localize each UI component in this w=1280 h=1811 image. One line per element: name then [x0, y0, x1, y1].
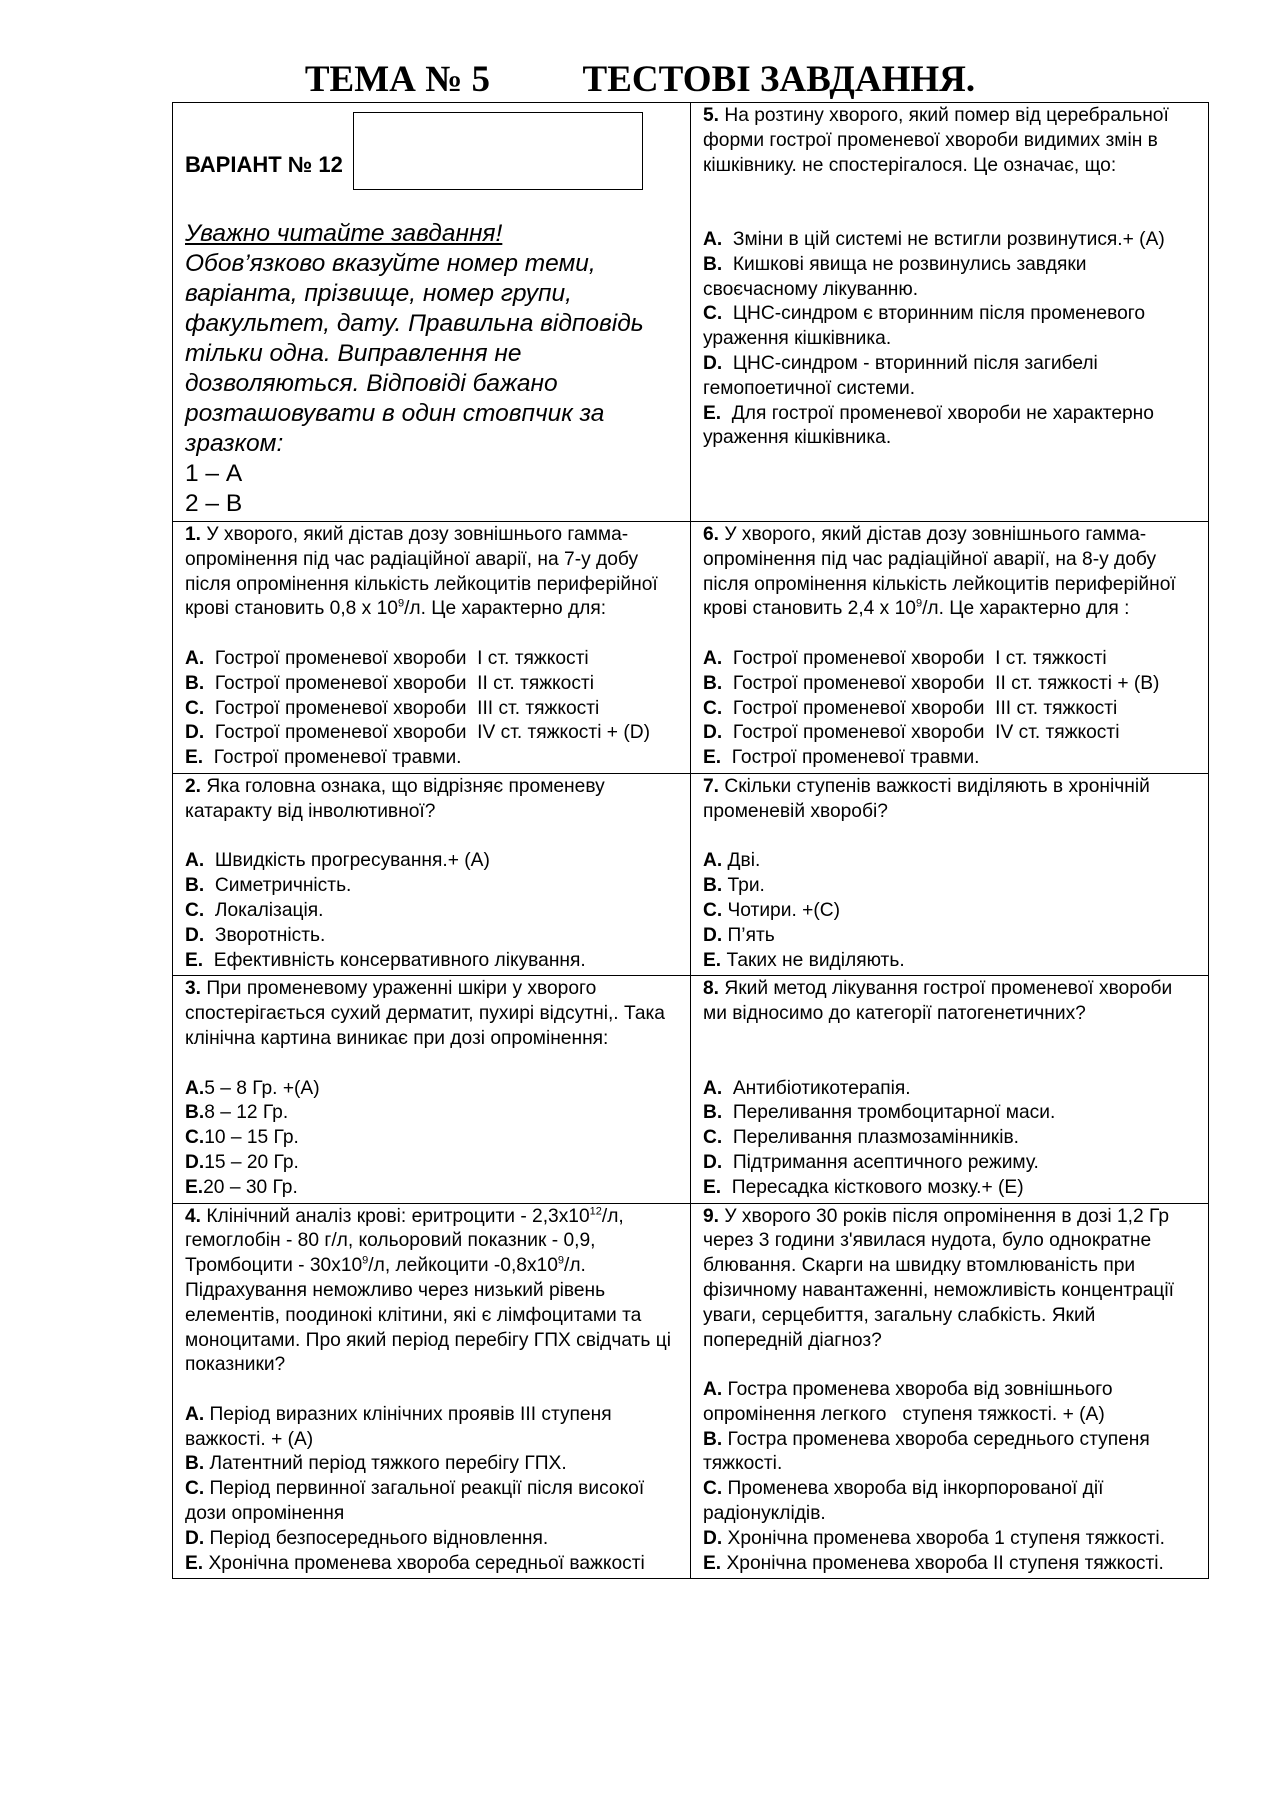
option-text: Для гострої променевої хвороби не характерно ураження кішківника. [703, 402, 1160, 449]
option-text: Переливання плазмозамінників. [722, 1127, 1019, 1149]
option-letter: C. [703, 303, 723, 325]
variant-cell [173, 103, 691, 522]
option-text: Дві. [722, 850, 761, 872]
question-number: 7. [703, 775, 720, 797]
exponent: 9 [915, 598, 923, 610]
options-list [185, 647, 678, 771]
answer-option [185, 1452, 678, 1477]
options-list [185, 1077, 678, 1201]
question-text: Який метод лікування гострої променевої хвороби ми відносимо до категорії патогенетичних? [703, 978, 1173, 1025]
option-letter: D. [185, 722, 205, 744]
answer-option [185, 1403, 678, 1453]
option-text: Період безпосереднього відновлення. [204, 1527, 549, 1549]
option-text: Гострої променевої травми. [721, 747, 980, 769]
option-letter: A. [703, 1077, 723, 1099]
option-text: Латентний період тяжкого перебігу ГПХ. [204, 1453, 567, 1475]
option-text: Гостра променева хвороба від зовнішнього опромінення легкого ступеня тяжкості. + (А) [703, 1379, 1118, 1425]
options-list [703, 1077, 1196, 1201]
answer-option [185, 672, 678, 697]
option-text: Гостра променева хвороба середнього ступеня тяжкості. [703, 1428, 1156, 1475]
option-text: 20 – 30 Гр. [203, 1176, 298, 1198]
option-text: Переливання тромбоцитарної маси. [722, 1102, 1056, 1124]
answer-option [703, 1378, 1196, 1428]
option-letter: A. [185, 1077, 205, 1099]
answer-option [185, 721, 678, 746]
answer-option [185, 1176, 678, 1201]
option-text: Гострої променевої хвороби IV ст. тяжкості + (D) [204, 722, 650, 744]
answer-option [703, 1176, 1196, 1201]
question-text: На розтину хворого, який помер від церебральної форми гострої променевої хвороби видимих змін в кішківнику. не спостерігалося. Це означає, що: [703, 105, 1169, 176]
answer-option [703, 721, 1196, 746]
question-text: Клінічний аналіз крові: еритроцити - 2,3х10 [201, 1205, 590, 1227]
option-text: Симетричність. [204, 875, 352, 897]
question-number: 3. [185, 978, 202, 1000]
question-2 [173, 773, 691, 975]
option-letter: C. [703, 1478, 723, 1500]
option-text: Ефективність консервативного лікування. [203, 949, 586, 971]
option-letter: A. [185, 1403, 205, 1425]
options-list [185, 849, 678, 973]
answer-option [185, 1477, 678, 1527]
answer-option [703, 924, 1196, 949]
option-letter: E. [703, 949, 722, 971]
answer-option [185, 1552, 678, 1577]
option-letter: A. [703, 850, 723, 872]
options-list [703, 1378, 1196, 1576]
option-letter: E. [703, 1552, 722, 1574]
exponent: 9 [362, 1254, 369, 1267]
option-text: Гострої променевої хвороби І ст. тяжкості [722, 647, 1107, 669]
answer-option [185, 1101, 678, 1126]
option-letter: D. [703, 722, 723, 744]
answer-option [185, 1126, 678, 1151]
option-text: Гострої променевої хвороби ІІ ст. тяжкості + (В) [722, 672, 1160, 694]
table-row [173, 976, 1209, 1203]
answer-option [703, 1428, 1196, 1478]
question-number: 2. [185, 775, 202, 797]
option-letter: C. [703, 1127, 723, 1149]
sample-line: 1 – А [185, 460, 243, 487]
option-letter: C. [185, 899, 205, 921]
option-text: Гострої променевої хвороби IV ст. тяжкості [722, 722, 1120, 744]
instructions [185, 219, 678, 459]
option-text: Променева хвороба від інкорпорованої дії радіонуклідів. [703, 1478, 1109, 1525]
answer-option [185, 924, 678, 949]
answer-option [703, 949, 1196, 974]
answer-option [703, 1101, 1196, 1126]
option-text: Чотири. +(С) [722, 899, 840, 921]
options-list [703, 849, 1196, 973]
option-letter: E. [703, 747, 722, 769]
answer-option [703, 1126, 1196, 1151]
option-text: ЦНС-синдром - вторинний після загибелі гемопоетичної системи. [703, 352, 1104, 399]
option-text: Пересадка кісткового мозку.+ (Е) [721, 1176, 1024, 1198]
option-letter: C. [703, 697, 723, 719]
option-letter: B. [185, 672, 205, 694]
option-text: Період виразних клінічних проявів ІІІ ступеня важкості. + (А) [185, 1403, 617, 1450]
option-text: Період первинної загальної реакції після високої дози опромінення [185, 1478, 650, 1525]
option-letter: C. [185, 1127, 205, 1149]
question-5 [691, 103, 1209, 522]
question-text-part: /л, гемоглобін - 80 г/л, кольоровий показник - 0,9, Тромбоцити - 30х10 [185, 1205, 624, 1277]
question-4 [173, 1203, 691, 1579]
answer-option [703, 1527, 1196, 1552]
test-title: ТЕСТОВІ ЗАВДАННЯ. [582, 59, 976, 100]
answer-option [185, 1151, 678, 1176]
question-number: 8. [703, 978, 720, 1000]
option-text: Хронічна променева хвороба середньої важкості [203, 1552, 645, 1574]
answer-option [185, 874, 678, 899]
option-text: Гострої променевої хвороби ІІІ ст. тяжкості [204, 697, 600, 719]
option-text: П’ять [722, 924, 775, 946]
option-text: Локалізація. [204, 899, 324, 921]
question-text: Яка головна ознака, що відрізняє променеву катаракту від інволютивної? [185, 775, 605, 822]
option-letter: D. [703, 352, 723, 374]
page-title [0, 58, 1280, 102]
option-letter: C. [703, 899, 723, 921]
option-letter: A. [703, 647, 723, 669]
question-text-tail: /л. Це характерно для: [404, 598, 607, 620]
variant-label: ВАРІАНТ № 12 [185, 151, 343, 177]
exponent: 9 [557, 1254, 565, 1267]
answer-option [703, 849, 1196, 874]
option-letter: B. [703, 1428, 723, 1450]
option-letter: A. [703, 228, 723, 250]
answer-option [703, 352, 1196, 402]
option-letter: E. [703, 402, 722, 424]
question-8 [691, 976, 1209, 1203]
question-1 [173, 522, 691, 774]
option-text: 8 – 12 Гр. [204, 1102, 289, 1124]
question-text: У хворого 30 років після опромінення в дозі 1,2 Гр через 3 години з'явилася нудота, було однократне блювання. Скарги на швидку втомлюваність при фізичному навантаженні, неможливість концентрації уваги, серцебиття, загальну слабкість. Який попередній діагноз? [703, 1205, 1175, 1351]
answer-option [703, 697, 1196, 722]
answer-option [703, 746, 1196, 771]
options-list [185, 1403, 678, 1577]
option-text: Гострої променевої хвороби ІІ ст. тяжкості [204, 672, 594, 694]
option-text: 5 – 8 Гр. +(А) [204, 1077, 320, 1099]
option-letter: E. [185, 747, 204, 769]
variant-line [185, 125, 678, 205]
question-3 [173, 976, 691, 1203]
answer-option [185, 849, 678, 874]
table-row [173, 773, 1209, 975]
option-letter: D. [185, 1151, 205, 1173]
question-text: У хворого, який дістав дозу зовнішнього гамма-опромінення під час радіаційної аварії, на 8-у добу після опромінення кількість лейкоцитів периферійної крові становить 2,4 х 10 [703, 524, 1176, 620]
answer-option [703, 402, 1196, 452]
option-letter: E. [185, 1552, 204, 1574]
option-letter: D. [703, 924, 723, 946]
answer-option [703, 874, 1196, 899]
option-text: Кишкові явища не розвинулись завдяки своєчасному лікуванню. [703, 253, 1092, 300]
question-number: 6. [703, 524, 720, 545]
answer-option [703, 1477, 1196, 1527]
question-text-part: /л, лейкоцити -0,8х10 [368, 1255, 558, 1277]
option-text: 15 – 20 Гр. [204, 1151, 299, 1173]
question-number: 9. [703, 1205, 720, 1227]
option-letter: E. [185, 1176, 204, 1198]
question-number: 5. [703, 105, 720, 126]
answer-option [703, 228, 1196, 253]
option-text: Три. [722, 875, 765, 897]
option-letter: B. [185, 1102, 205, 1124]
answer-option [185, 1077, 678, 1102]
answer-option [185, 1527, 678, 1552]
sample-answers [185, 459, 678, 519]
answer-option [703, 1151, 1196, 1176]
option-text: Підтримання асептичного режиму. [722, 1151, 1039, 1173]
option-letter: B. [185, 1453, 205, 1475]
option-letter: C. [185, 697, 205, 719]
answer-option [703, 1552, 1196, 1577]
option-letter: E. [185, 949, 204, 971]
options-list [703, 228, 1196, 451]
option-letter: C. [185, 1478, 205, 1500]
question-6 [691, 522, 1209, 774]
test-sheet [172, 102, 1209, 1579]
options-list [703, 647, 1196, 771]
sample-line: 2 – В [185, 490, 243, 517]
option-letter: A. [185, 850, 205, 872]
option-letter: B. [703, 672, 723, 694]
option-text: Гострої променевої травми. [203, 747, 462, 769]
question-text: У хворого, який дістав дозу зовнішнього гамма-опромінення під час радіаційної аварії, на 7-у добу після опромінення кількість лейкоцитів периферійної крові становить 0,8 х 10 [185, 524, 658, 620]
topic-number: ТЕМА № 5 [304, 59, 491, 100]
table-row [173, 522, 1209, 774]
answer-option [703, 647, 1196, 672]
answer-option [703, 899, 1196, 924]
option-letter: D. [185, 1527, 205, 1549]
exponent: 9 [397, 598, 405, 610]
option-letter: D. [703, 1527, 723, 1549]
option-text: Зміни в цій системі не встигли розвинутися.+ (А) [722, 228, 1165, 250]
option-letter: A. [703, 1379, 723, 1401]
option-text: Гострої променевої хвороби І ст. тяжкості [204, 647, 589, 669]
option-text: 10 – 15 Гр. [204, 1127, 299, 1149]
question-number: 4. [185, 1205, 202, 1227]
answer-option [703, 672, 1196, 697]
answer-option [185, 899, 678, 924]
question-text-tail: /л. Це характерно для : [922, 598, 1130, 620]
question-text: Скільки ступенів важкості виділяють в хронічній променевій хворобі? [703, 775, 1150, 822]
question-9 [691, 1203, 1209, 1579]
option-text: Швидкість прогресування.+ (А) [204, 850, 490, 872]
answer-option [703, 253, 1196, 303]
question-7 [691, 773, 1209, 975]
option-text: ЦНС-синдром є вторинним після променевого ураження кішківника. [703, 303, 1151, 350]
answer-option [185, 697, 678, 722]
answer-option [703, 1077, 1196, 1102]
exponent: 12 [589, 1205, 602, 1218]
option-text: Зворотність. [204, 924, 326, 946]
option-text: Таких не виділяють. [721, 949, 905, 971]
question-text-part: /л. Підрахування неможливо через низький рівень елементів, поодинокі клітини, які є лімфоцитами та моноцитами. Про який період перебігу ГПХ свідчать ці показники? [185, 1255, 671, 1376]
option-letter: A. [185, 647, 205, 669]
question-number: 1. [185, 524, 202, 545]
option-text: Хронічна променева хвороба ІІ ступеня тяжкості. [721, 1552, 1164, 1574]
question-text: При променевому ураженні шкіри у хворого спостерігається сухий дерматит, пухирі відсутні,. Така клінічна картина виникає при дозі опромінення: [185, 978, 665, 1049]
option-letter: E. [703, 1176, 722, 1198]
answer-option [703, 302, 1196, 352]
option-letter: D. [185, 924, 205, 946]
option-letter: B. [703, 253, 723, 275]
table-row [173, 103, 1209, 522]
option-letter: B. [703, 1102, 723, 1124]
answer-option [185, 949, 678, 974]
table-row [173, 1203, 1209, 1579]
instruction-text: Обов’язково вказуйте номер теми, варіанта, прізвище, номер групи, факультет, дату. Правильна відповідь тільки одна. Виправлення не дозволяються. Відповіді бажано розташовувати в один стовпчик за зразком: [185, 250, 644, 457]
option-text: Гострої променевої хвороби ІІІ ст. тяжкості [722, 697, 1118, 719]
option-letter: B. [185, 875, 205, 897]
option-text: Антибіотикотерапія. [722, 1077, 911, 1099]
option-text: Хронічна променева хвороба 1 ступеня тяжкості. [722, 1527, 1165, 1549]
instruction-heading: Уважно читайте завдання! [185, 220, 503, 247]
answer-option [185, 746, 678, 771]
answer-option [185, 647, 678, 672]
variant-answer-box[interactable] [353, 112, 643, 190]
option-letter: B. [703, 875, 723, 897]
option-letter: D. [703, 1151, 723, 1173]
